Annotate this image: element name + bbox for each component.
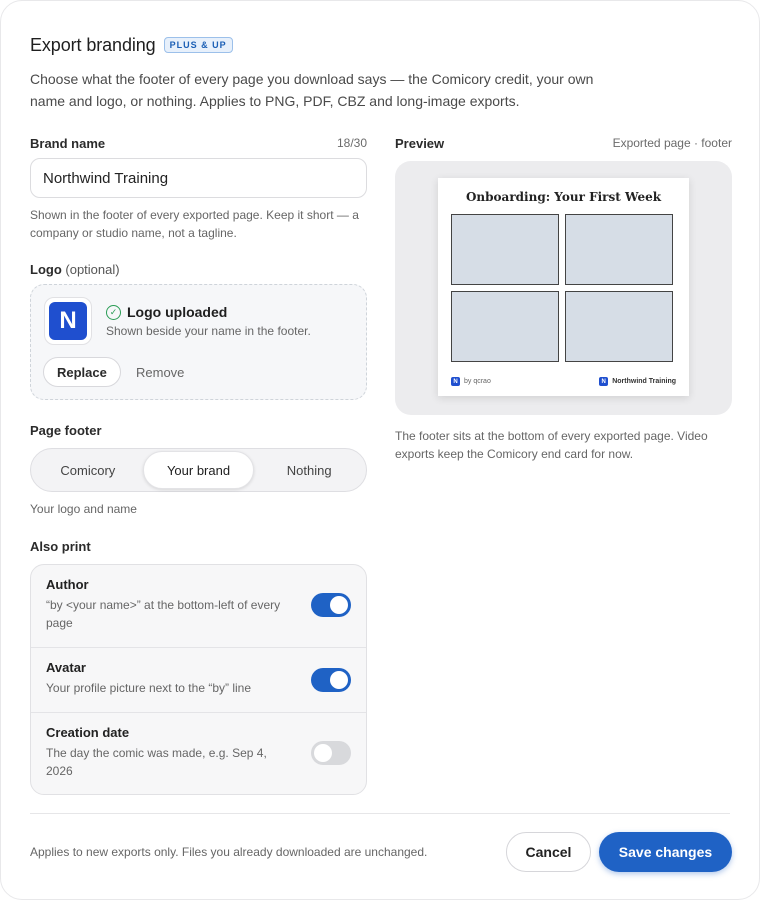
author-toggle[interactable] [311, 593, 351, 617]
brand-name-counter: 18/30 [336, 136, 367, 150]
preview-footer-brand [599, 377, 676, 386]
toggle-knob [330, 596, 348, 614]
footer-note: Applies to new exports only. Files you already downloaded are unchanged. [30, 845, 428, 859]
preview-footer-author-text: by qcrao [464, 378, 491, 385]
footer-option-nothing[interactable]: Nothing [286, 462, 332, 478]
page-footer-help: Your logo and name [30, 502, 137, 516]
logo-status [106, 304, 311, 338]
brand-name-input[interactable] [30, 158, 367, 198]
logo-upload-area[interactable] [30, 284, 367, 400]
logo-status-title: Logo uploaded [127, 304, 228, 320]
toggle-desc: Your profile picture next to the “by” line [46, 681, 252, 695]
dialog-subtitle: Choose what the footer of every page you download says — the Comicory credit, your own name and logo, or nothing. Applies to PNG, PDF, CBZ and long-image exports. [30, 71, 594, 109]
brand-name-value: Northwind Training [43, 169, 169, 187]
footer-option-comicory[interactable]: Comicory [60, 462, 116, 478]
also-print-label: Also print [30, 538, 91, 554]
preview-label: Preview [395, 135, 445, 151]
logo-thumbnail [44, 297, 92, 345]
preview-footer-author [451, 377, 491, 386]
toggle-knob [330, 671, 348, 689]
remove-logo-button[interactable]: Remove [136, 364, 185, 380]
cancel-button[interactable]: Cancel [506, 832, 591, 872]
preview-footer-brand-text: Northwind Training [612, 378, 676, 385]
logo-label [30, 262, 120, 277]
preview-caption: Exported page · footer [612, 136, 732, 150]
logo-label-text: Logo [30, 261, 62, 277]
dialog-title: Export branding [30, 34, 156, 55]
preview-footer [451, 377, 676, 386]
brand-name-label: Brand name [30, 135, 106, 151]
brand-logo-icon: N [599, 377, 608, 386]
replace-logo-button[interactable]: Replace [43, 357, 121, 387]
toggle-title: Avatar [46, 660, 86, 675]
comic-panel [565, 291, 673, 362]
toggle-knob [314, 744, 332, 762]
settings-column [30, 134, 367, 795]
logo-optional-text: (optional) [65, 261, 120, 277]
comic-panel [565, 214, 673, 285]
preview-help: The footer sits at the bottom of every exported page. Video exports keep the Comicory end card for now. [395, 429, 708, 461]
preview-page [438, 178, 689, 396]
avatar: N [451, 377, 460, 386]
save-changes-button[interactable]: Save changes [599, 832, 732, 872]
toggle-row-avatar [31, 648, 366, 713]
toggle-row-author [31, 565, 366, 648]
logo-image: N [49, 302, 87, 340]
toggle-title: Author [46, 577, 89, 592]
also-print-list [30, 564, 367, 795]
creation-date-toggle[interactable] [311, 741, 351, 765]
toggle-row-creation-date [31, 713, 366, 794]
toggle-desc: The day the comic was made, e.g. Sep 4, 2026 [46, 746, 267, 778]
dialog-header [30, 34, 730, 112]
comic-panel [451, 214, 559, 285]
preview-page-title: Onboarding: Your First Week [465, 190, 662, 204]
toggle-desc: “by <your name>” at the bottom-left of every page [46, 598, 281, 630]
brand-name-help: Shown in the footer of every exported page. Keep it short — a company or studio name, not a tagline. [30, 208, 359, 240]
toggle-title: Creation date [46, 725, 130, 740]
comic-panel [451, 291, 559, 362]
check-circle-icon: ✓ [106, 305, 121, 320]
preview-column [395, 134, 732, 463]
footer-divider [30, 813, 730, 814]
page-footer-segmented-control [30, 448, 367, 492]
preview-area [395, 161, 732, 415]
footer-option-your-brand[interactable]: Your brand [143, 451, 255, 489]
page-footer-label: Page footer [30, 422, 102, 438]
plan-badge: PLUS & UP [164, 37, 233, 53]
logo-status-desc: Shown beside your name in the footer. [106, 324, 311, 338]
avatar-toggle[interactable] [311, 668, 351, 692]
